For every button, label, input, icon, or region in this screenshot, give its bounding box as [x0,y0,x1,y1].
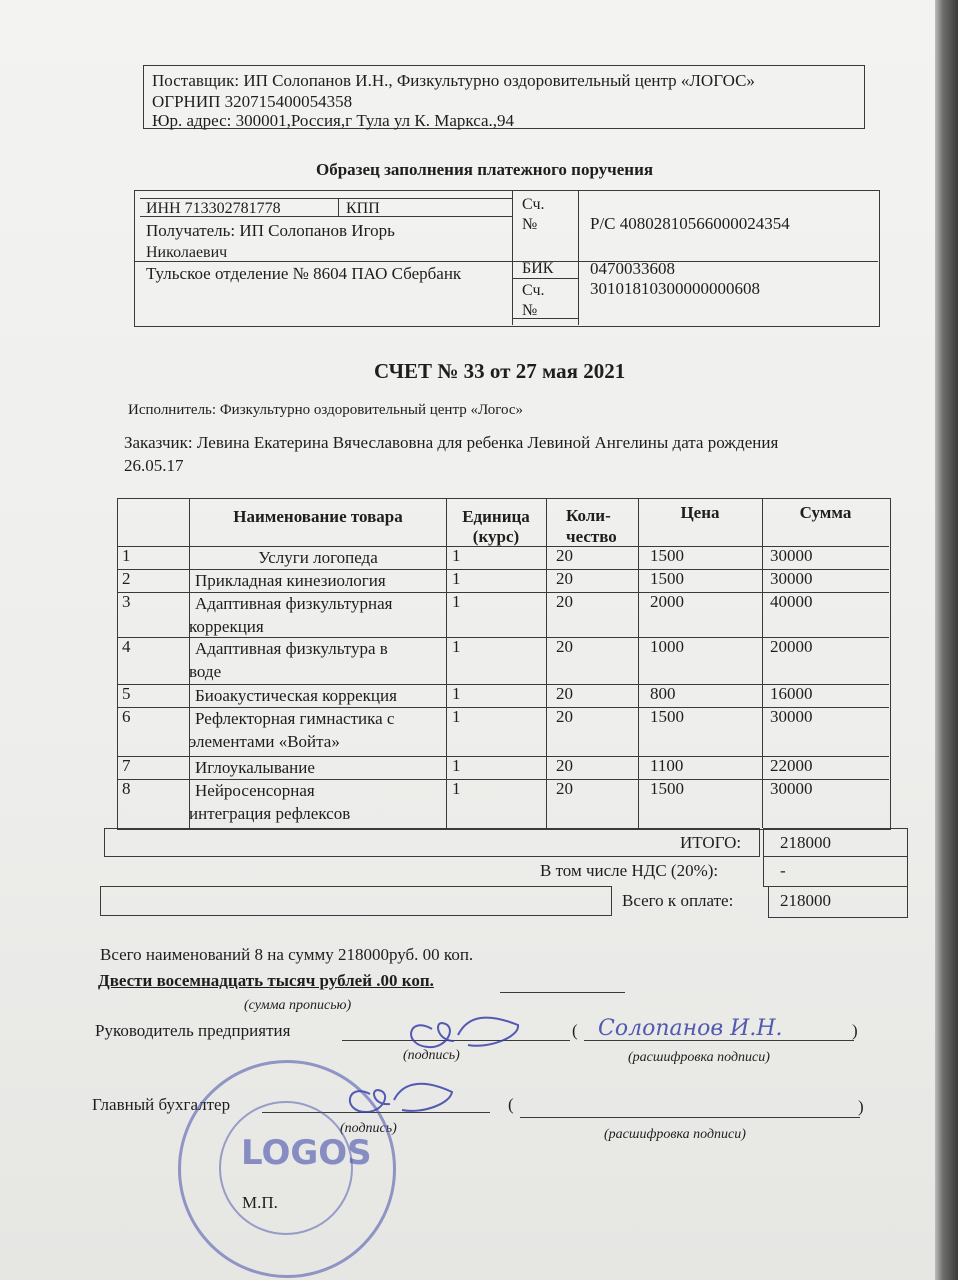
invoice-title: СЧЕТ № 33 от 27 мая 2021 [374,359,626,383]
row-price: 800 [650,684,676,703]
row-qty: 20 [556,592,573,611]
row-price: 1100 [650,756,684,775]
row-number: 6 [122,707,131,726]
row-name: Нейросенсорная [195,781,315,800]
customer-line-1: Заказчик: Левина Екатерина Вячеславовна для ребенка Левиной Ангелины дата рождения [124,433,779,452]
header-unit-2: (курс) [472,527,520,546]
row-sum: 22000 [770,756,813,775]
items-count-line: Всего наименований 8 на сумму 218000руб. 00 коп. [100,945,474,964]
header-qty-2: чество [566,527,617,546]
row-unit: 1 [452,569,461,588]
director-label: Руководитель предприятия [95,1021,291,1040]
row-name: Услуги логопеда [258,548,378,567]
row-sum: 30000 [770,707,813,726]
recipient-line-1: Получатель: ИП Солопанов Игорь [146,221,395,240]
row-qty: 20 [556,546,573,565]
bik-label: БИК [522,260,554,277]
executor: Исполнитель: Физкультурно оздоровительный центр «Логос» [128,402,524,418]
row-name: Адаптивная физкультурная [195,594,393,613]
row-qty: 20 [556,707,573,726]
row-sum: 30000 [770,546,813,565]
total-label: ИТОГО: [680,833,742,852]
total-value: 218000 [780,833,831,852]
row-name: Биоакустическая коррекция [195,686,397,705]
row-price: 1000 [650,637,684,656]
director-decoding-caption: (расшифровка подписи) [628,1050,770,1065]
payable-blank-cell [100,886,612,916]
stamp-logo-text: LOGOS [241,1133,372,1173]
row-unit: 1 [452,592,461,611]
row-unit: 1 [452,779,461,798]
bik-value: 0470033608 [590,259,675,278]
inn: ИНН 713302781778 [146,200,281,217]
row-sum: 40000 [770,592,813,611]
payable-value: 218000 [780,891,831,910]
corr-label-2: № [522,302,538,319]
header-sum: Сумма [799,503,852,522]
customer-line-2: 26.05.17 [124,456,184,475]
accountant-label: Главный бухгалтер [92,1095,231,1114]
row-number: 3 [122,592,131,611]
row-qty: 20 [556,779,573,798]
header-qty-1: Коли- [566,506,611,525]
seal-place-mp: М.П. [242,1193,278,1212]
payment-sample-title: Образец заполнения платежного поручения [316,160,654,179]
amount-words-caption: (сумма прописью) [244,998,352,1013]
company-stamp [178,1060,396,1278]
director-signature [398,1005,528,1055]
row-unit: 1 [452,637,461,656]
row-name: Рефлекторная гимнастика с [195,709,395,728]
row-sum: 20000 [770,637,813,656]
payable-label: Всего к оплате: [622,891,734,910]
row-qty: 20 [556,637,573,656]
row-unit: 1 [452,756,461,775]
row-number: 2 [122,569,131,588]
row-sum: 16000 [770,684,813,703]
supplier-line-1: Поставщик: ИП Солопанов И.Н., Физкультурно оздоровительный центр «ЛОГОС» [152,71,755,90]
row-price: 1500 [650,779,684,798]
amount-in-words: Двести восемнадцать тысяч рублей .00 коп. [98,971,434,990]
header-name: Наименование товара [233,507,403,526]
table-surface [935,0,958,1280]
accountant-signature-caption: (подпись) [340,1121,397,1136]
account-label-1: Сч. [522,196,545,213]
corr-value: 30101810300000000608 [590,279,760,298]
row-name-cont: коррекция [189,617,264,636]
row-unit: 1 [452,707,461,726]
corr-label-1: Сч. [522,282,545,299]
row-name-cont: интеграция рефлексов [189,804,351,823]
row-price: 1500 [650,707,684,726]
row-sum: 30000 [770,569,813,588]
row-number: 1 [122,546,131,565]
row-name-cont: воде [189,662,222,681]
row-name: Прикладная кинезиология [195,571,386,590]
director-decoding: Солопанов И.Н. [598,1016,783,1041]
supplier-address: Юр. адрес: 300001,Россия,г Тула ул К. Маркса.,94 [152,111,515,130]
row-price: 1500 [650,569,684,588]
accountant-decoding-caption: (расшифровка подписи) [604,1127,746,1142]
row-number: 4 [122,637,131,656]
row-name-cont: элементами «Войта» [189,732,340,751]
row-unit: 1 [452,546,461,565]
row-name: Иглоукалывание [195,758,315,777]
row-price: 1500 [650,546,684,565]
row-number: 5 [122,684,131,703]
row-number: 8 [122,779,131,798]
row-qty: 20 [556,569,573,588]
header-price: Цена [680,503,720,522]
row-number: 7 [122,756,131,775]
row-qty: 20 [556,684,573,703]
bank-name: Тульское отделение № 8604 ПАО Сбербанк [146,264,462,283]
supplier-ogrnip: ОГРНИП 320715400054358 [152,92,353,111]
header-unit-1: Единица [462,507,530,526]
totals-blank-cell [104,828,760,857]
row-sum: 30000 [770,779,813,798]
vat-value: - [780,861,786,880]
director-signature-caption: (подпись) [403,1048,460,1063]
account-label-2: № [522,216,538,233]
recipient-line-2: Николаевич [146,244,228,261]
vat-label: В том числе НДС (20%): [540,861,719,880]
kpp: КПП [346,200,380,217]
row-price: 2000 [650,592,684,611]
row-unit: 1 [452,684,461,703]
row-qty: 20 [556,756,573,775]
account-value: Р/С 40802810566000024354 [590,214,790,233]
row-name: Адаптивная физкультура в [195,639,388,658]
